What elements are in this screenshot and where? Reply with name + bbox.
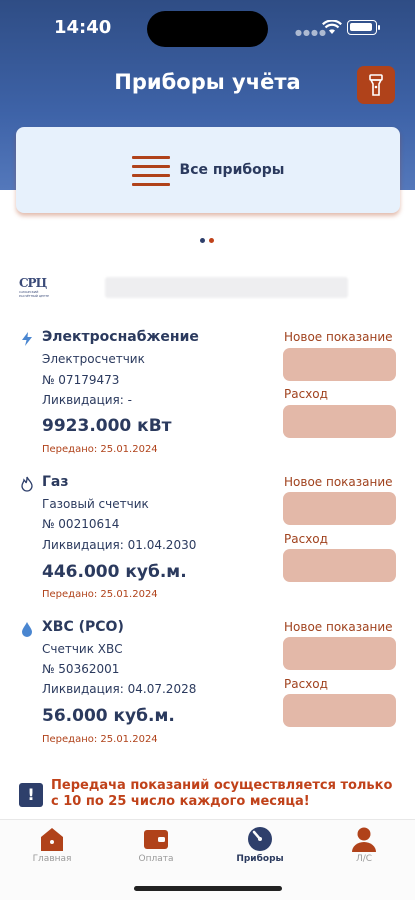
meter-number: № 07179473 bbox=[42, 373, 120, 387]
wallet-icon bbox=[143, 826, 169, 852]
meter-device: Электросчетчик bbox=[42, 352, 145, 366]
battery-icon bbox=[347, 20, 377, 35]
meter-liquidation: Ликвидация: - bbox=[42, 393, 132, 407]
notice-text: Передача показаний осуществляется только с 10 по 25 число каждого месяца! bbox=[51, 778, 393, 809]
flashlight-icon bbox=[369, 74, 383, 96]
meter-service: Электроснабжение bbox=[42, 329, 199, 345]
usage-field[interactable] bbox=[283, 405, 396, 438]
new-reading-input[interactable] bbox=[283, 348, 396, 381]
flame-icon bbox=[19, 476, 35, 492]
dynamic-island bbox=[147, 11, 268, 47]
meter-sent-date: Передано: 25.01.2024 bbox=[42, 444, 158, 455]
all-devices-selector[interactable] bbox=[16, 127, 400, 213]
usage-label: Расход bbox=[284, 387, 328, 401]
meter-liquidation: Ликвидация: 01.04.2030 bbox=[42, 538, 197, 552]
page-dot bbox=[200, 238, 205, 243]
usage-field[interactable] bbox=[283, 694, 396, 727]
tab-payment[interactable]: Оплата bbox=[104, 826, 208, 864]
page-title: Приборы учёта bbox=[114, 70, 301, 94]
meter-device: Счетчик ХВС bbox=[42, 642, 123, 656]
usage-label: Расход bbox=[284, 532, 328, 546]
water-drop-icon bbox=[19, 621, 35, 637]
tab-home[interactable]: Главная bbox=[0, 826, 104, 864]
org-logo: СРЦ САМАРСКИЙ РАСЧЁТНЫЙ ЦЕНТР bbox=[19, 276, 49, 298]
list-icon bbox=[132, 155, 170, 185]
tab-account[interactable]: Л/С bbox=[312, 826, 415, 864]
exclamation-icon: ! bbox=[19, 783, 43, 807]
meter-reading: 9923.000 кВт bbox=[42, 416, 172, 436]
user-icon bbox=[351, 826, 377, 852]
meter-device: Газовый счетчик bbox=[42, 497, 149, 511]
meter-liquidation: Ликвидация: 04.07.2028 bbox=[42, 682, 197, 696]
new-reading-label: Новое показание bbox=[284, 330, 393, 344]
new-reading-input[interactable] bbox=[283, 492, 396, 525]
page-dot-active bbox=[209, 238, 214, 243]
account-address-redacted bbox=[105, 277, 348, 298]
usage-field[interactable] bbox=[283, 549, 396, 582]
meter-reading: 446.000 куб.м. bbox=[42, 562, 187, 582]
usage-label: Расход bbox=[284, 677, 328, 691]
new-reading-input[interactable] bbox=[283, 637, 396, 670]
meter-reading: 56.000 куб.м. bbox=[42, 706, 175, 726]
signal-icon: ●●●● bbox=[295, 28, 327, 37]
meter-number: № 00210614 bbox=[42, 517, 120, 531]
meter-number: № 50362001 bbox=[42, 662, 120, 676]
meter-service: ХВС (РСО) bbox=[42, 619, 124, 635]
new-reading-label: Новое показание bbox=[284, 620, 393, 634]
flashlight-button[interactable] bbox=[357, 66, 395, 104]
lightning-icon bbox=[19, 331, 35, 347]
page-indicator bbox=[200, 238, 214, 243]
gauge-icon bbox=[247, 826, 273, 852]
status-time: 14:40 bbox=[54, 17, 112, 38]
meter-sent-date: Передано: 25.01.2024 bbox=[42, 734, 158, 745]
tab-devices[interactable]: Приборы bbox=[208, 826, 312, 864]
meter-card-electricity bbox=[0, 329, 415, 459]
all-devices-label: Все приборы bbox=[179, 162, 285, 178]
meter-card-gas bbox=[0, 474, 415, 604]
home-indicator bbox=[134, 886, 282, 891]
wifi-icon bbox=[322, 20, 342, 35]
meter-sent-date: Передано: 25.01.2024 bbox=[42, 589, 158, 600]
meter-card-cold-water bbox=[0, 619, 415, 749]
new-reading-label: Новое показание bbox=[284, 475, 393, 489]
meter-service: Газ bbox=[42, 474, 69, 490]
home-icon bbox=[39, 826, 65, 852]
